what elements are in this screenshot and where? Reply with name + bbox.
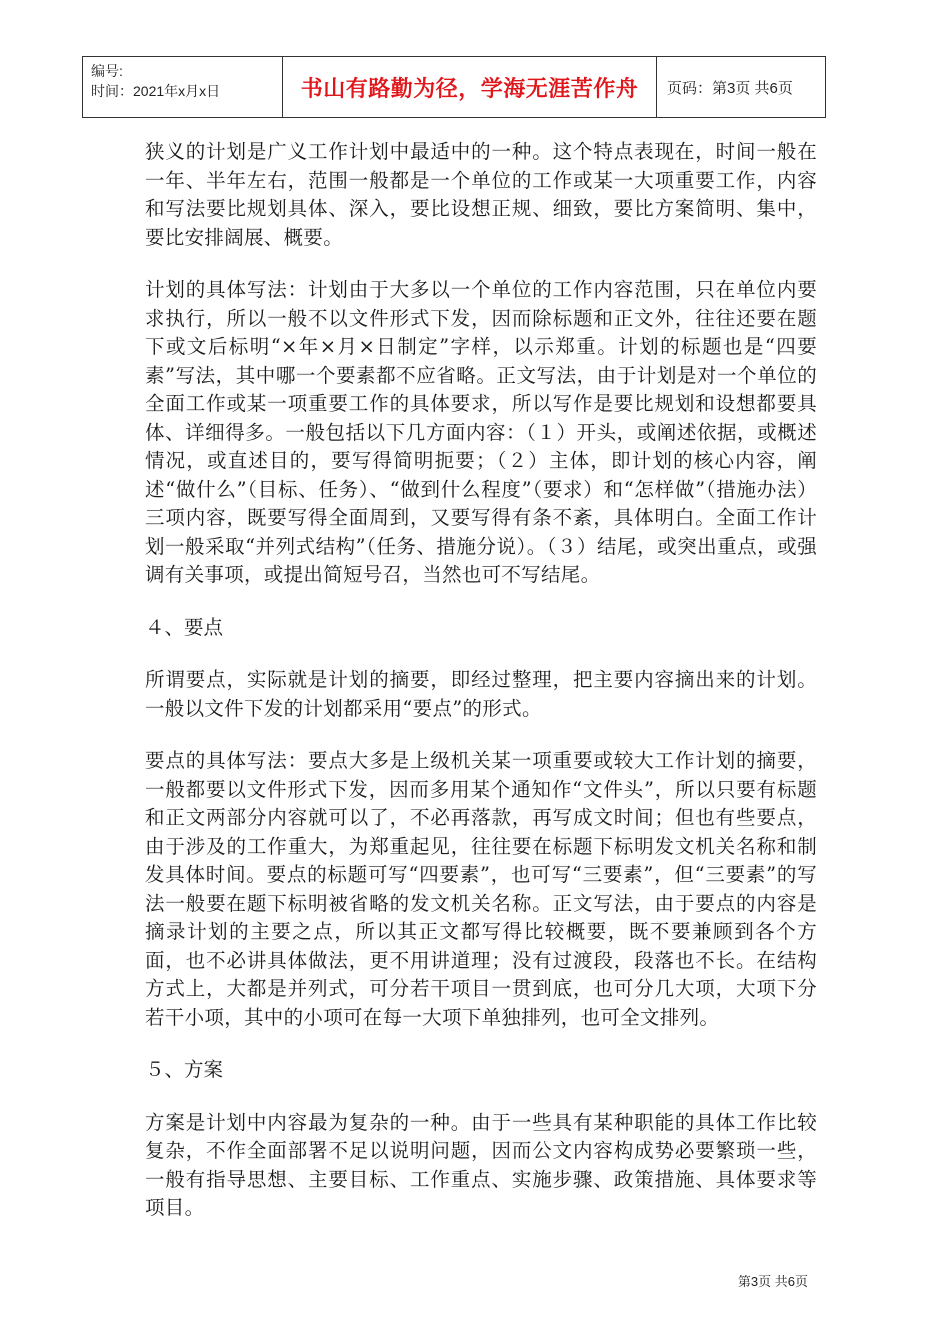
header-motto-cell xyxy=(283,57,657,117)
header-table xyxy=(82,56,826,118)
serial-label: 编号: xyxy=(91,63,123,79)
date-label: 时间：2021年x月x日 xyxy=(91,83,221,99)
document-body xyxy=(145,138,817,1247)
paragraph-plan-writing: 计划的具体写法：计划由于大多以一个单位的工作内容范围，只在单位内要求执行，所以一般不以文件形式下发，因而除标题和正文外，往往还要在题下或文后标明“×年×月×日制定”字样，以示郑重。计划的标题也是“四要素”写法，其中哪一个要素都不应省略。正文写法，由于计划是对一个单位的全面工作或某一项重要工作的具体要求，所以写作是要比规划和设想都要具体、详细得多。一般包括以下几方面内容：（１）开头，或阐述依据，或概述情况，或直述目的，要写得简明扼要；（２）主体，即计划的核心内容，阐述“做什么”（目标、任务）、“做到什么程度”（要求）和“怎样做”（措施办法）三项内容，既要写得全面周到，又要写得有条不紊，具体明白。全面工作计划一般采取“并列式结构”（任务、措施分说）。（３）结尾，或突出重点，或强调有关事项，或提出简短号召，当然也可不写结尾。 xyxy=(145,278,817,586)
section-heading-scheme: ５、方案 xyxy=(145,1058,224,1081)
paragraph-narrow-plan: 狭义的计划是广义工作计划中最适中的一种。这个特点表现在，时间一般在一年、半年左右，范围一般都是一个单位的工作或某一大项重要工作，内容和写法要比规划具体、深入，要比设想正规、细致，要比方案简明、集中，要比安排阔展、概要。 xyxy=(145,140,817,249)
paragraph-key-points-def: 所谓要点，实际就是计划的摘要，即经过整理，把主要内容摘出来的计划。一般以文件下发的计划都采用“要点”的形式。 xyxy=(145,668,817,720)
section-heading-key-points: ４、要点 xyxy=(145,615,224,639)
motto-text: 书山有路勤为径，学海无涯苦作舟 xyxy=(300,76,639,102)
paragraph-key-points-writing: 要点的具体写法：要点大多是上级机关某一项重要或较大工作计划的摘要，一般都要以文件形式下发，因而多用某个通知作“文件头”，所以只要有标题和正文两部分内容就可以了，不必再落款，再写成文时间；但也有些要点，由于涉及的工作重大，为郑重起见，往往要在标题下标明发文机关名称和制发具体时间。要点的标题可写“四要素”，也可写“三要素”，但“三要素”的写法一般要在题下标明被省略的发文机关名称。正文写法，由于要点的内容是摘录计划的主要之点，所以其正文都写得比较概要，既不要兼顾到各个方面，也不必讲具体做法，更不用讲道理；没有过渡段，段落也不长。在结构方式上，大都是并列式，可分若干项目一贯到底，也可分几大项，大项下分若干小项，其中的小项可在每一大项下单独排列，也可全文排列。 xyxy=(145,749,817,1029)
footer-page-info: 第3页 共6页 xyxy=(737,1274,808,1289)
paragraph-scheme-def: 方案是计划中内容最为复杂的一种。由于一些具有某种职能的具体工作比较复杂，不作全面部署不足以说明问题，因而公文内容构成势必要繁琐一些，一般有指导思想、主要目标、工作重点、实施步骤、政策措施、具体要求等项目。 xyxy=(145,1110,817,1219)
header-page-cell xyxy=(657,57,825,117)
header-page-info: 页码：第3页 共6页 xyxy=(667,79,793,97)
header-meta-cell xyxy=(83,57,283,117)
